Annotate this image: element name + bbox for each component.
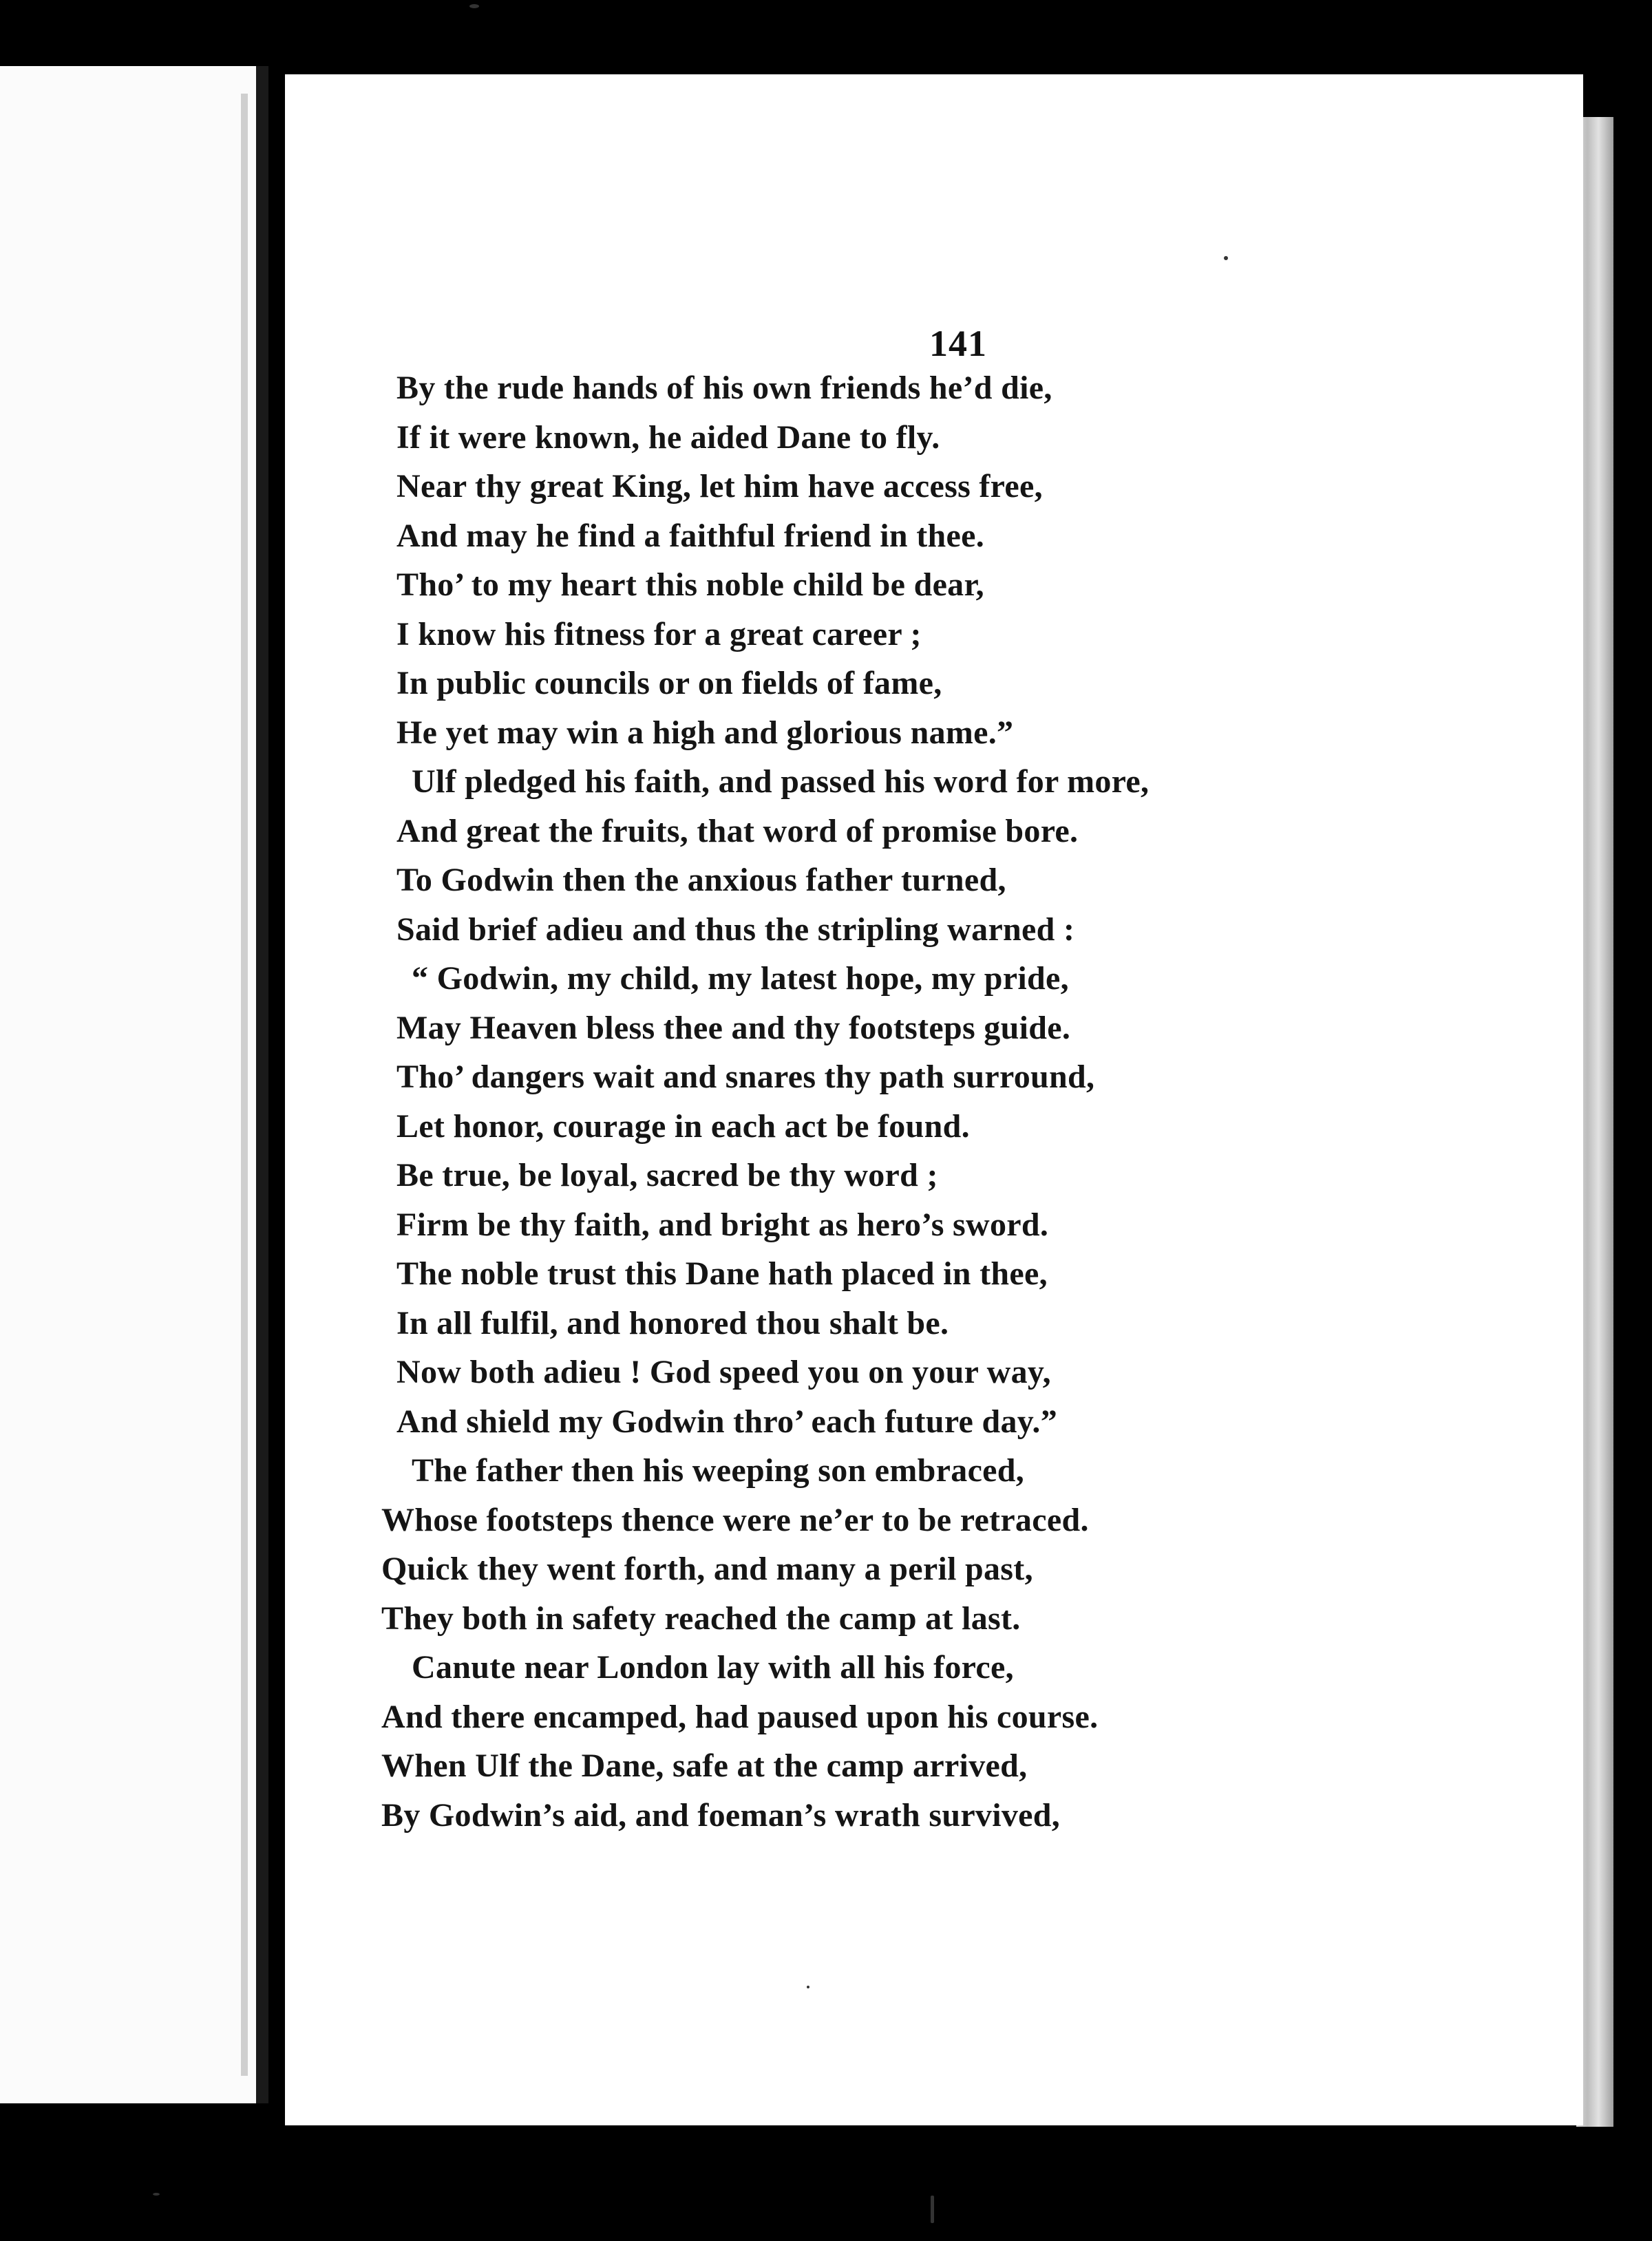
poem-line: And there encamped, had paused upon his course. (381, 1698, 1099, 1735)
poem-line: Now both adieu ! God speed you on your way, (396, 1354, 1051, 1390)
poem-text (381, 363, 1538, 1840)
poem-line: Ulf pledged his faith, and passed his word for more, (412, 763, 1150, 800)
poem-line: I know his fitness for a great career ; (396, 615, 922, 652)
poem-line: Near thy great King, let him have access free, (396, 468, 1043, 505)
poem-line: Let honor, courage in each act be found. (396, 1107, 970, 1145)
book-page (285, 74, 1583, 2125)
poem-line: Whose footsteps thence were ne’er to be retraced. (381, 1501, 1089, 1538)
poem-line: And great the fruits, that word of promise bore. (396, 812, 1079, 849)
poem-line: May Heaven bless thee and thy footsteps guide. (396, 1009, 1071, 1046)
page-gutter (241, 94, 248, 2076)
poem-line: Be true, be loyal, sacred be thy word ; (396, 1157, 938, 1193)
poem-line: They both in safety reached the camp at last. (381, 1600, 1021, 1637)
poem-line: If it were known, he aided Dane to fly. (396, 418, 940, 456)
poem-line: The father then his weeping son embraced, (412, 1452, 1025, 1489)
poem-line: Tho’ to my heart this noble child be dear, (396, 566, 984, 603)
poem-line: Tho’ dangers wait and snares thy path surround, (396, 1059, 1095, 1095)
poem-line: When Ulf the Dane, safe at the camp arrived, (381, 1748, 1028, 1784)
poem-line: Firm be thy faith, and bright as hero’s sword. (396, 1206, 1049, 1243)
poem-line: Quick they went forth, and many a peril past, (381, 1551, 1033, 1587)
poem-line: In all fulfil, and honored thou shalt be. (396, 1304, 949, 1341)
poem-line: And shield my Godwin thro’ each future day.” (396, 1403, 1058, 1440)
facing-page (0, 66, 268, 2103)
poem-line: By the rude hands of his own friends he’d die, (396, 370, 1052, 406)
poem-line: By Godwin’s aid, and foeman’s wrath survived, (381, 1796, 1061, 1834)
poem-line: The noble trust this Dane hath placed in thee, (396, 1255, 1048, 1292)
poem-line: Canute near London lay with all his force, (412, 1649, 1014, 1686)
page-number: 141 (929, 323, 987, 364)
poem-line: He yet may win a high and glorious name.” (396, 714, 1014, 751)
poem-line: And may he find a faithful friend in thee. (396, 517, 985, 554)
poem-line: To Godwin then the anxious father turned, (396, 862, 1006, 898)
poem-line: In public councils or on fields of fame, (396, 665, 942, 701)
poem-line: “ Godwin, my child, my latest hope, my pride, (412, 960, 1069, 997)
poem-line: Said brief adieu and thus the stripling warned : (396, 911, 1075, 948)
